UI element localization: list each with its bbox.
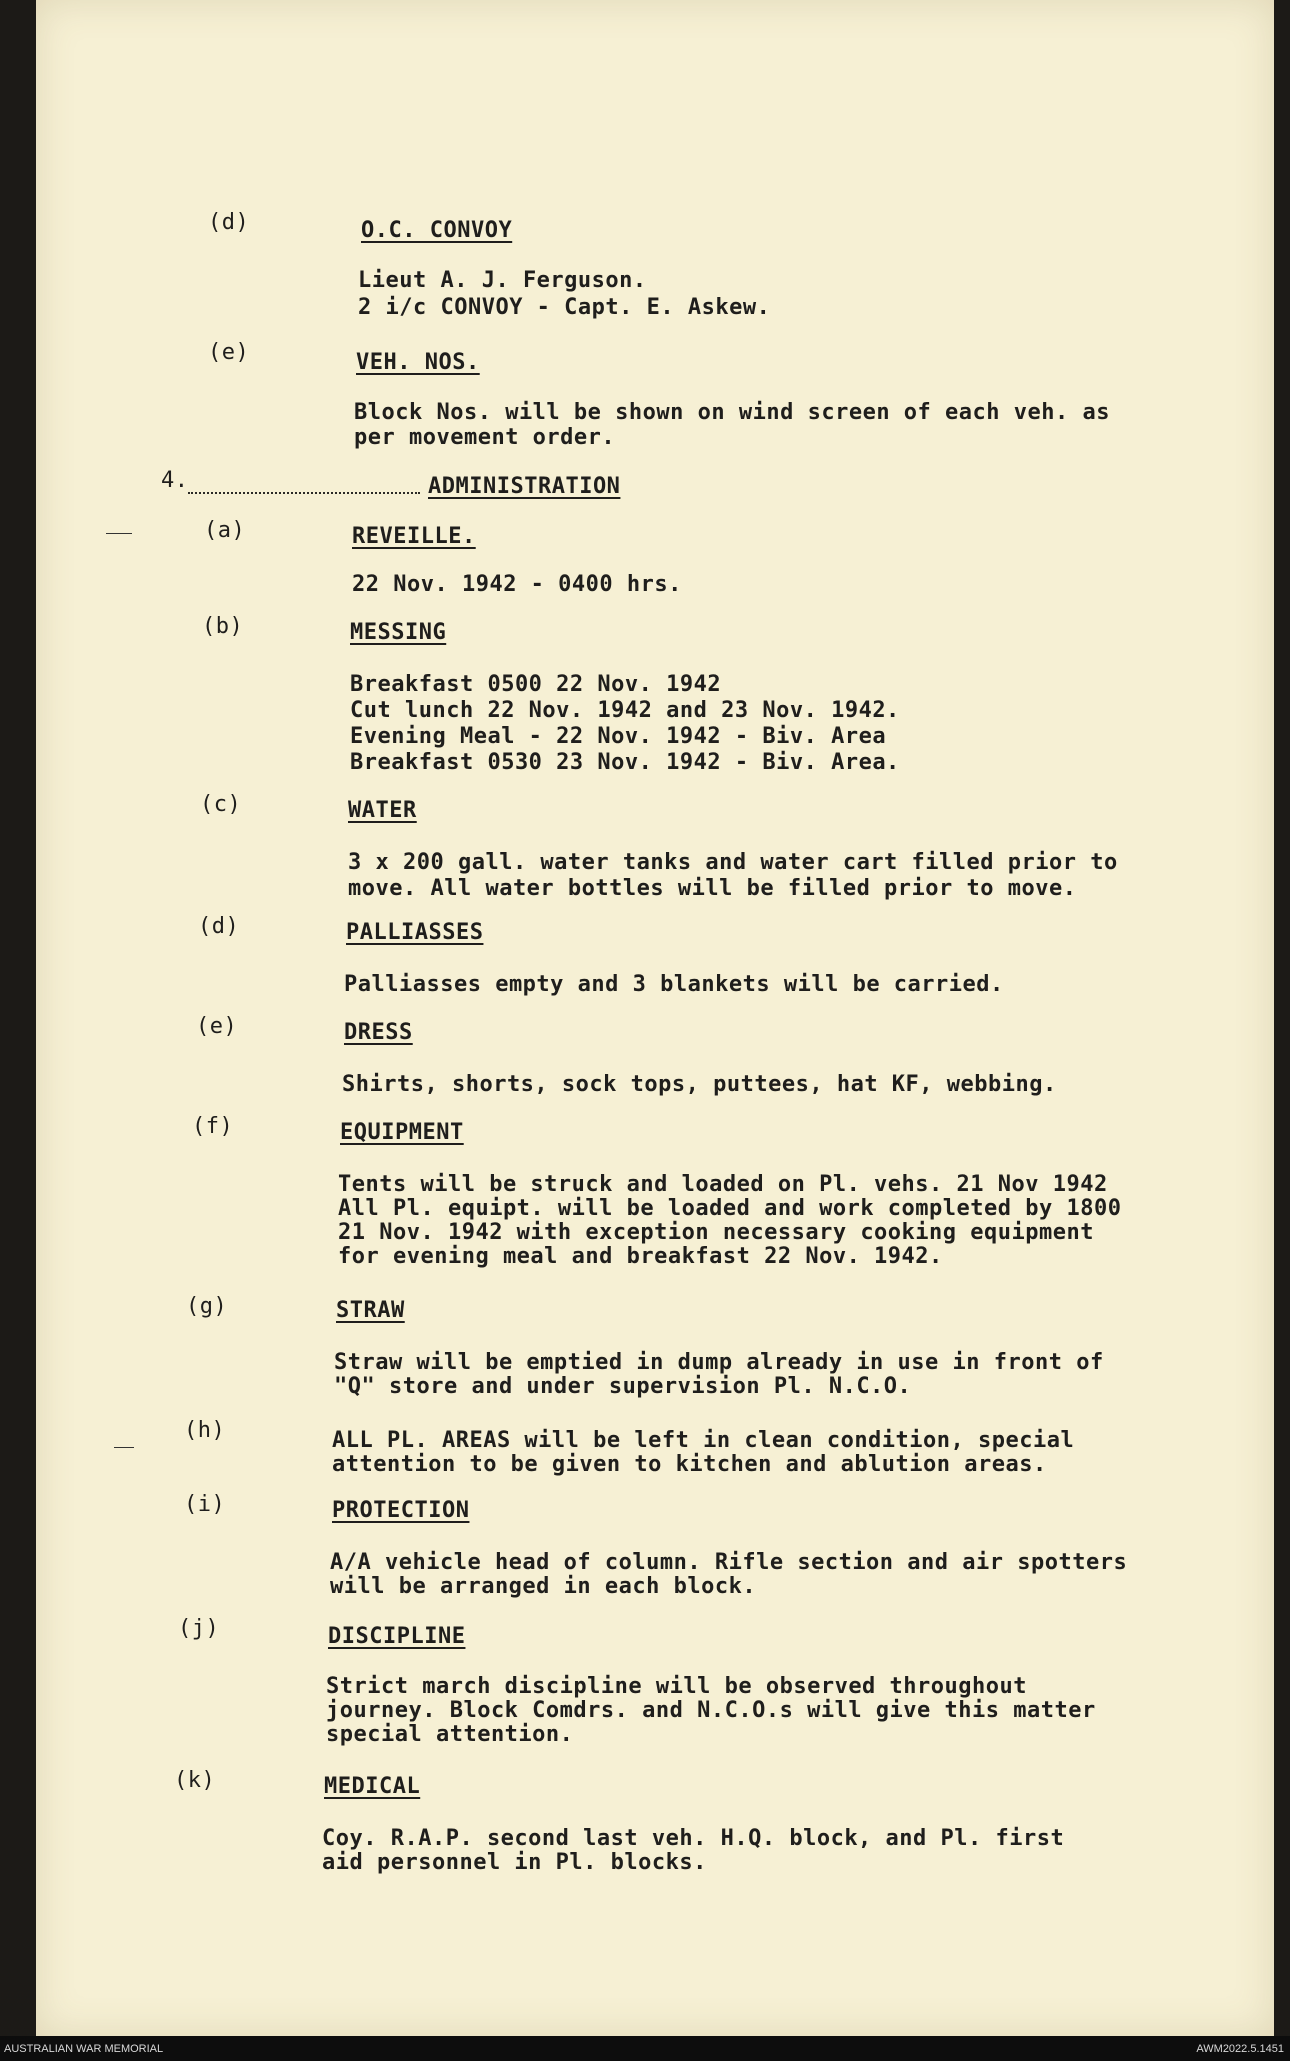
section-heading: VEH. NOS. xyxy=(356,350,480,375)
text-line: Cut lunch 22 Nov. 1942 and 23 Nov. 1942. xyxy=(350,698,900,723)
text-line: 21 Nov. 1942 with exception necessary cooking equipment xyxy=(338,1220,1094,1245)
text-line: journey. Block Comdrs. and N.C.O.s will give this matter xyxy=(326,1698,1096,1723)
item-letter: (i) xyxy=(184,1492,226,1517)
item-letter: (e) xyxy=(208,340,250,365)
item-letter: (k) xyxy=(174,1768,216,1793)
text-line: 3 x 200 gall. water tanks and water cart filled prior to xyxy=(348,850,1118,875)
item-letter: (b) xyxy=(202,614,244,639)
archive-footer xyxy=(0,2036,1290,2061)
text-line: Block Nos. will be shown on wind screen of each veh. as xyxy=(354,400,1110,425)
text-line: special attention. xyxy=(326,1722,574,1747)
text-line: Breakfast 0530 23 Nov. 1942 - Biv. Area. xyxy=(350,750,900,775)
section-heading: REVEILLE. xyxy=(352,524,476,549)
text-line: will be arranged in each block. xyxy=(330,1574,757,1599)
section-heading: DRESS xyxy=(344,1020,413,1045)
text-line: Palliasses empty and 3 blankets will be carried. xyxy=(344,972,1004,997)
text-line: ALL PL. AREAS will be left in clean condition, special xyxy=(332,1428,1075,1453)
section-heading: STRAW xyxy=(336,1298,405,1323)
text-line: A/A vehicle head of column. Rifle section and air spotters xyxy=(330,1550,1128,1575)
text-line: "Q" store and under supervision Pl. N.C.O. xyxy=(334,1374,912,1399)
document-page xyxy=(36,0,1274,2036)
text-line: Shirts, shorts, sock tops, puttees, hat KF, webbing. xyxy=(342,1072,1057,1097)
text-line: All Pl. equipt. will be loaded and work completed by 1800 xyxy=(338,1196,1122,1221)
text-line: Straw will be emptied in dump already in use in front of xyxy=(334,1350,1104,1375)
section-heading: WATER xyxy=(348,798,417,823)
text-line: Coy. R.A.P. second last veh. H.Q. block, and Pl. first xyxy=(322,1826,1065,1851)
section-heading: MESSING xyxy=(350,620,447,645)
text-line: aid personnel in Pl. blocks. xyxy=(322,1850,707,1875)
item-letter: (j) xyxy=(178,1616,220,1641)
item-letter: (e) xyxy=(196,1014,238,1039)
leader-dots xyxy=(188,492,420,494)
item-letter: (a) xyxy=(204,518,246,543)
section-heading: O.C. CONVOY xyxy=(361,218,513,243)
text-line: per movement order. xyxy=(354,425,616,450)
section-heading: PROTECTION xyxy=(332,1498,470,1523)
item-letter: (d) xyxy=(198,914,240,939)
section-number: 4. xyxy=(161,468,189,493)
item-letter: (h) xyxy=(184,1418,226,1443)
section-heading: EQUIPMENT xyxy=(340,1120,464,1145)
text-line: 2 i/c CONVOY - Capt. E. Askew. xyxy=(358,295,771,320)
section-heading: DISCIPLINE xyxy=(328,1624,466,1649)
item-letter: (g) xyxy=(186,1294,228,1319)
margin-mark xyxy=(106,533,132,534)
text-line: Strict march discipline will be observed throughout xyxy=(326,1674,1028,1699)
text-line: Evening Meal - 22 Nov. 1942 - Biv. Area xyxy=(350,724,887,749)
margin-mark xyxy=(114,1447,134,1448)
section-heading: MEDICAL xyxy=(324,1774,421,1799)
footer-left: AUSTRALIAN WAR MEMORIAL xyxy=(4,2043,164,2055)
footer-right: AWM2022.5.1451 xyxy=(1196,2043,1284,2055)
item-letter: (f) xyxy=(192,1114,234,1139)
item-letter: (d) xyxy=(208,210,250,235)
text-line: for evening meal and breakfast 22 Nov. 1942. xyxy=(338,1244,943,1269)
text-line: 22 Nov. 1942 - 0400 hrs. xyxy=(352,572,682,597)
text-line: Lieut A. J. Ferguson. xyxy=(358,268,647,293)
text-line: move. All water bottles will be filled prior to move. xyxy=(348,876,1077,901)
text-line: Tents will be struck and loaded on Pl. vehs. 21 Nov 1942 xyxy=(338,1172,1108,1197)
section-heading: PALLIASSES xyxy=(346,920,484,945)
item-letter: (c) xyxy=(200,792,242,817)
section-heading: ADMINISTRATION xyxy=(428,474,621,499)
text-line: attention to be given to kitchen and ablution areas. xyxy=(332,1452,1047,1477)
text-line: Breakfast 0500 22 Nov. 1942 xyxy=(350,672,722,697)
